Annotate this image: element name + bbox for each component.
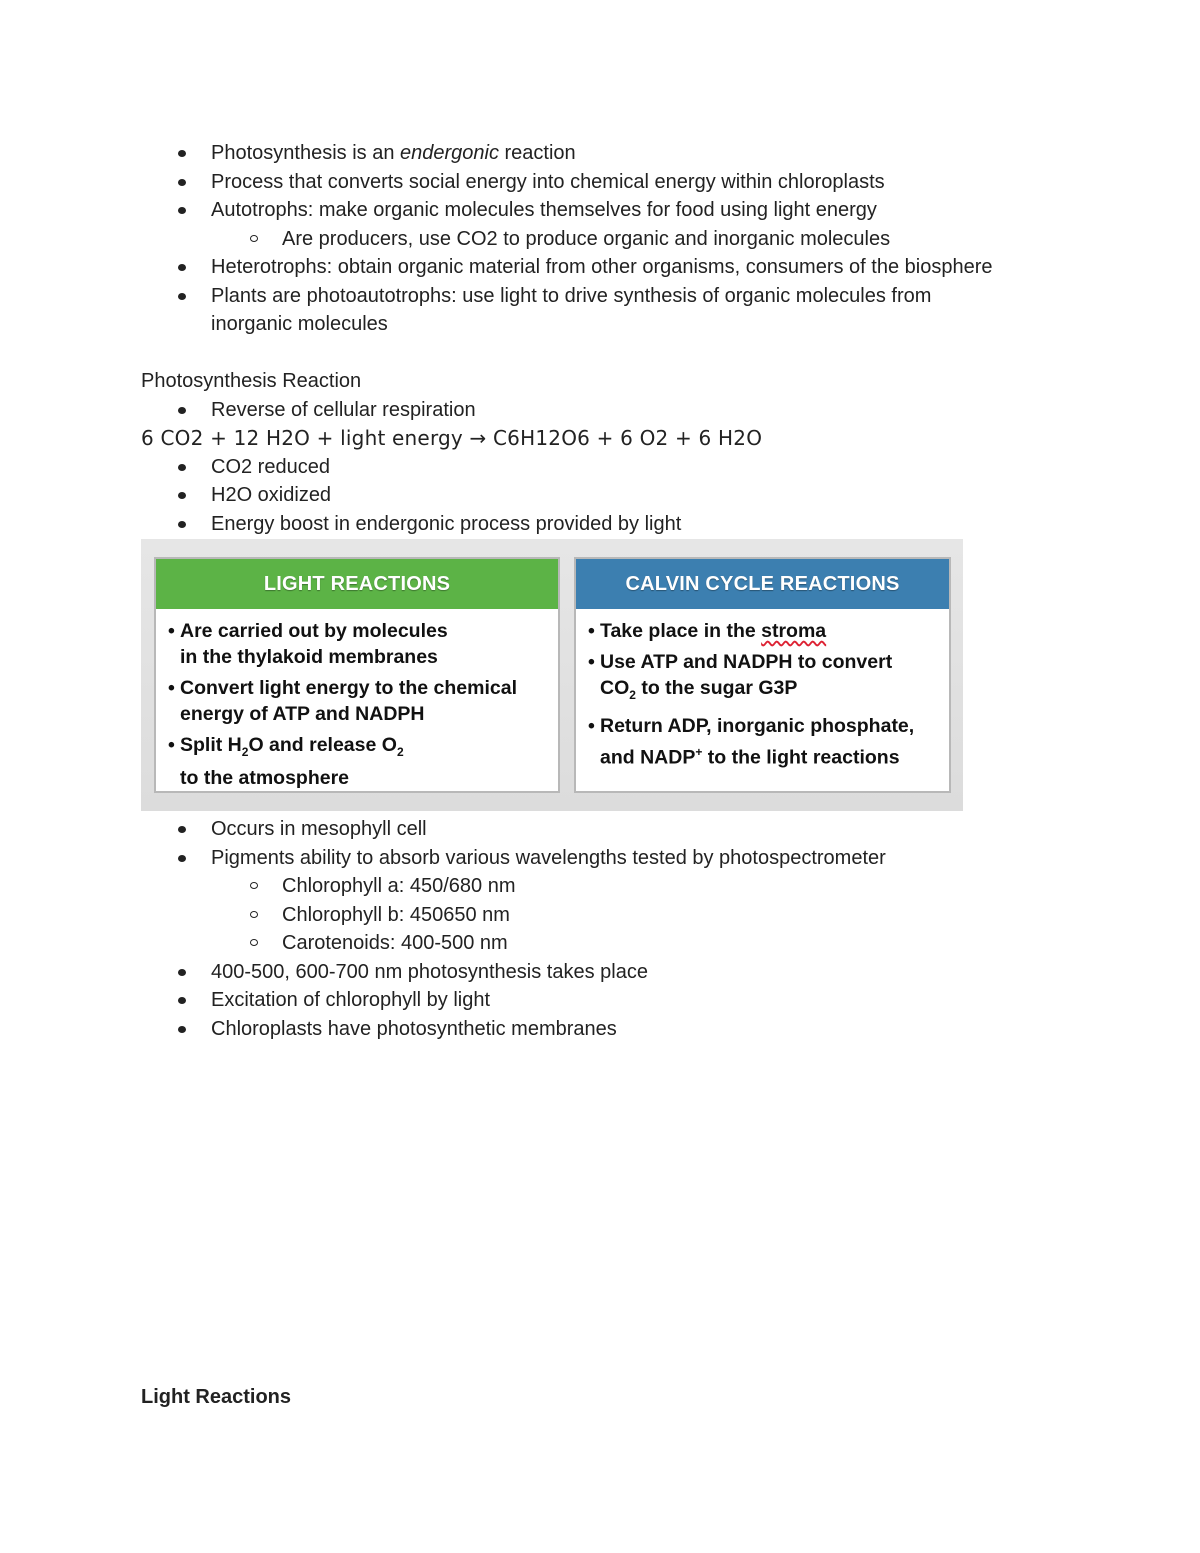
list-item: Plants are photoautotrophs: use light to drive synthesis of organic molecules from (141, 282, 1101, 311)
figure-list-item: • Convert light energy to the chemical energy of ATP and NADPH (168, 675, 550, 727)
spellcheck-underlined-word: stroma (761, 620, 827, 642)
sub-list-item: Carotenoids: 400-500 nm (141, 929, 1101, 958)
list-item: Reverse of cellular respiration (141, 396, 1101, 425)
list-item: H2O oxidized (141, 481, 1101, 510)
sub-list-item: Are producers, use CO2 to produce organic and inorganic molecules (141, 225, 1101, 254)
list-item: Chloroplasts have photosynthetic membranes (141, 1015, 1101, 1044)
list-item: Process that converts social energy into chemical energy within chloroplasts (141, 168, 1101, 197)
light-reactions-title: LIGHT REACTIONS (156, 559, 558, 609)
list-item: Heterotrophs: obtain organic material from other organisms, consumers of the biosphere (141, 253, 1101, 282)
photosynthesis-equation: 6 CO2 + 12 H2O + light energy → C6H12O6 + 6 O2 + 6 H2O (141, 426, 763, 450)
list-item-continuation: inorganic molecules (211, 313, 388, 335)
pigment-bullet-list (141, 815, 1101, 1043)
intro-bullet-list (141, 139, 1101, 339)
sub-list-item: Chlorophyll b: 450650 nm (141, 901, 1101, 930)
light-reactions-section (141, 1383, 1101, 1412)
calvin-cycle-panel (574, 557, 951, 793)
figure-list-item: • Take place in the stroma (588, 618, 941, 644)
list-item: 400-500, 600-700 nm photosynthesis takes place (141, 958, 1101, 987)
light-reactions-panel (154, 557, 560, 793)
sub-list-item: Chlorophyll a: 450/680 nm (141, 872, 1101, 901)
figure-list-item: • Use ATP and NADPH to convert $CO_2$ to the sugar G3P (588, 649, 941, 708)
list-item: CO2 reduced (141, 453, 1101, 482)
reaction-section (141, 367, 1101, 538)
figure-list-item: • Are carried out by molecules in the thylakoid membranes (168, 618, 550, 670)
section-heading: Light Reactions (141, 1386, 292, 1408)
emphasis-text: endergonic (400, 142, 499, 164)
list-item: Energy boost in endergonic process provided by light (141, 510, 1101, 539)
figure-list-item: • Split $H_2O$ and release $O_2$ to the atmosphere (168, 732, 550, 791)
list-item: Photosynthesis is an endergonic reaction (141, 139, 1101, 168)
reactions-comparison-figure (141, 539, 963, 811)
figure-list-item: • Return ADP, inorganic phosphate, and NADP+ to the light reactions (588, 713, 941, 771)
list-item: Pigments ability to absorb various wavelengths tested by photospectrometer (141, 844, 1101, 873)
list-item: Excitation of chlorophyll by light (141, 986, 1101, 1015)
section-heading: Photosynthesis Reaction (141, 370, 362, 392)
list-item: Occurs in mesophyll cell (141, 815, 1101, 844)
list-item: Autotrophs: make organic molecules themselves for food using light energy (141, 196, 1101, 225)
calvin-cycle-title: CALVIN CYCLE REACTIONS (576, 559, 949, 609)
